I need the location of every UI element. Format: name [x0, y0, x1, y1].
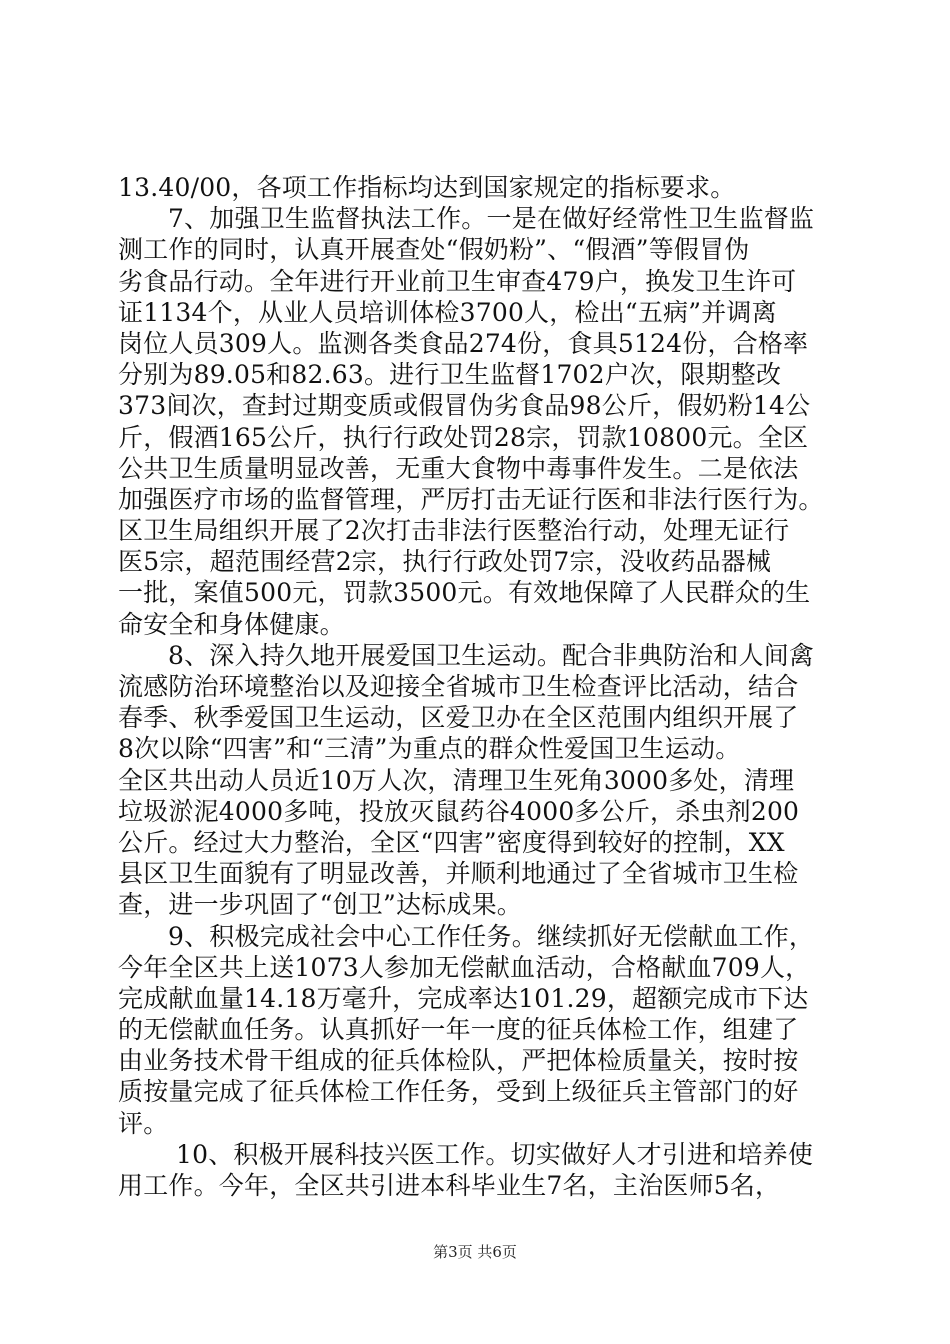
text-line: 373间次，查封过期变质或假冒伪劣食品98公斤，假奶粉14公	[118, 391, 811, 421]
text-line: 查，进一步巩固了“创卫”达标成果。	[118, 890, 522, 920]
text-line: 8次以除“四害”和“三清”为重点的群众性爱国卫生运动。	[118, 734, 741, 764]
text-line: 区卫生局组织开展了2次打击非法行医整治行动，处理无证行	[118, 516, 790, 546]
text-line: 一批，案值500元，罚款3500元。有效地保障了人民群众的生	[118, 578, 811, 608]
text-line: 9、积极完成社会中心工作任务。继续抓好无偿献血工作，	[168, 921, 815, 951]
text-line: 岗位人员309人。监测各类食品274份，食具5124份，合格率	[118, 328, 809, 358]
text-line: 今年全区共上送1073人参加无偿献血活动，合格献血709人，	[118, 952, 811, 982]
text-line: 完成献血量14.18万毫升，完成率达101.29，超额完成市下达	[118, 983, 809, 1013]
text-line: 评。	[118, 1108, 169, 1138]
text-line: 县区卫生面貌有了明显改善，并顺利地通过了全省城市卫生检	[118, 859, 799, 889]
text-line: 证1134个，从业人员培训体检3700人，检出“五病”并调离	[118, 297, 777, 327]
body-text	[118, 172, 838, 1201]
text-line: 7、加强卫生监督执法工作。一是在做好经常性卫生监督监	[168, 204, 815, 234]
text-line: 13.40/00，各项工作指标均达到国家规定的指标要求。	[118, 173, 736, 202]
text-line: 分别为89.05和82.63。进行卫生监督1702户次，限期整改	[118, 360, 782, 390]
text-line: 质按量完成了征兵体检工作任务，受到上级征兵主管部门的好	[118, 1077, 799, 1107]
text-line: 公斤。经过大力整治，全区“四害”密度得到较好的控制，XX	[118, 827, 785, 857]
text-line: 的无偿献血任务。认真抓好一年一度的征兵体检工作，组建了	[118, 1015, 799, 1045]
text-line: 10、积极开展科技兴医工作。切实做好人才引进和培养使	[176, 1139, 814, 1169]
text-line: 劣食品行动。全年进行开业前卫生审查479户，换发卫生许可	[118, 266, 797, 296]
text-line: 8、深入持久地开展爱国卫生运动。配合非典防治和人间禽	[168, 640, 815, 670]
text-line: 命安全和身体健康。	[118, 609, 345, 639]
text-line: 由业务技术骨干组成的征兵体检队，严把体检质量关，按时按	[118, 1046, 799, 1076]
text-line: 春季、秋季爱国卫生运动，区爱卫办在全区范围内组织开展了	[118, 703, 799, 733]
text-line: 测工作的同时，认真开展查处“假奶粉”、“假酒”等假冒伪	[118, 235, 750, 265]
page-footer: 第3页 共6页	[433, 1243, 517, 1261]
text-line: 斤，假酒165公斤，执行行政处罚28宗，罚款10800元。全区	[118, 422, 809, 452]
text-line: 全区共出动人员近10万人次，清理卫生死角3000多处，清理	[118, 765, 795, 795]
text-line: 流感防治环境整治以及迎接全省城市卫生检查评比活动，结合	[118, 672, 799, 701]
text-line: 公共卫生质量明显改善，无重大食物中毒事件发生。二是依法	[118, 453, 799, 483]
text-line: 垃圾淤泥4000多吨，投放灭鼠药谷4000多公斤，杀虫剂200	[118, 796, 800, 826]
text-line: 医5宗，超范围经营2宗，执行行政处罚7宗，没收药品器械	[118, 547, 772, 577]
text-line: 加强医疗市场的监督管理，严厉打击无证行医和非法行医行为。	[118, 484, 824, 514]
text-line: 用工作。今年，全区共引进本科毕业生7名，主治医师5名，	[118, 1171, 781, 1200]
